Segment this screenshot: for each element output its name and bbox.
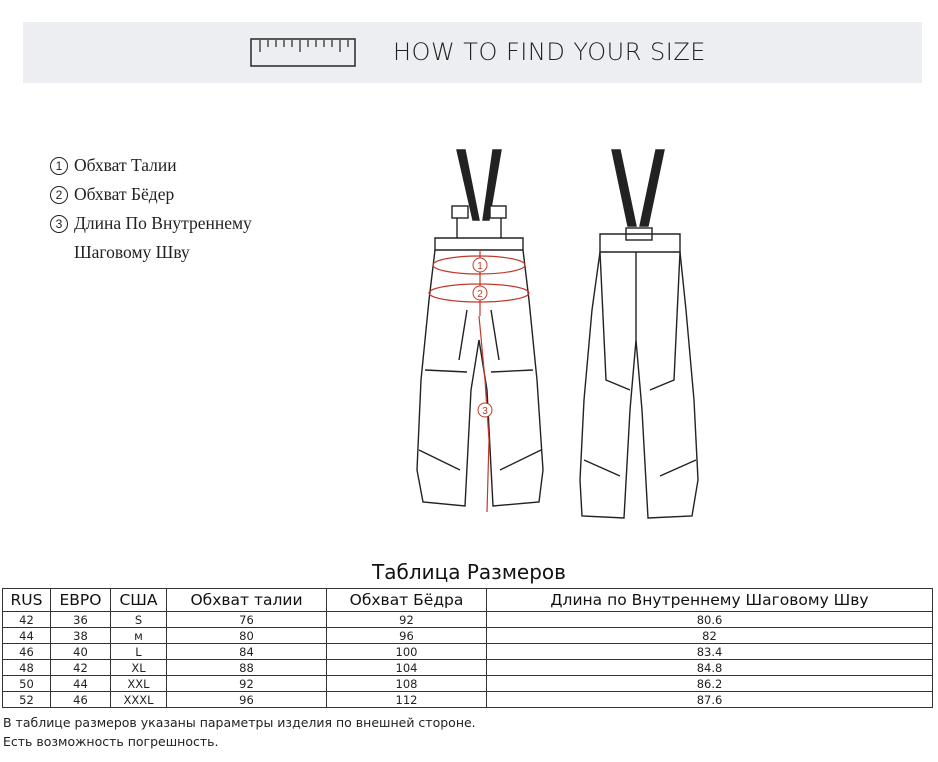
cell-euro: 36 <box>51 612 111 628</box>
cell-hip: 96 <box>327 628 487 644</box>
table-note: Есть возможность погрешность. <box>3 734 219 749</box>
legend-text: Обхват Бёдер <box>74 184 175 204</box>
cell-inseam: 80.6 <box>487 612 933 628</box>
table-row <box>3 692 933 708</box>
cell-euro: 42 <box>51 660 111 676</box>
cell-usa: XL <box>111 660 167 676</box>
legend-number: 2 <box>50 186 68 204</box>
table-title: Таблица Размеров <box>372 560 566 584</box>
cell-hip: 108 <box>327 676 487 692</box>
legend-item <box>50 209 252 238</box>
cell-hip: 100 <box>327 644 487 660</box>
cell-waist: 80 <box>167 628 327 644</box>
legend-item <box>50 151 252 180</box>
cell-usa: S <box>111 612 167 628</box>
col-usa: США <box>111 589 167 612</box>
cell-inseam: 84.8 <box>487 660 933 676</box>
legend-number: 1 <box>50 157 68 175</box>
table-row <box>3 628 933 644</box>
cell-waist: 92 <box>167 676 327 692</box>
cell-waist: 96 <box>167 692 327 708</box>
legend-item <box>50 180 252 209</box>
cell-rus: 46 <box>3 644 51 660</box>
cell-waist: 88 <box>167 660 327 676</box>
legend-text: Длина По Внутреннему <box>74 213 252 233</box>
col-inseam: Длина по Внутреннему Шаговому Шву <box>487 589 933 612</box>
table-row <box>3 612 933 628</box>
size-table <box>2 588 933 708</box>
cell-euro: 38 <box>51 628 111 644</box>
cell-inseam: 83.4 <box>487 644 933 660</box>
ruler-icon <box>250 38 356 68</box>
legend-text-continued: Шаговому Шву <box>74 242 190 262</box>
cell-rus: 52 <box>3 692 51 708</box>
pants-front-diagram <box>405 140 555 525</box>
table-header-row <box>3 589 933 612</box>
cell-rus: 50 <box>3 676 51 692</box>
cell-waist: 76 <box>167 612 327 628</box>
cell-euro: 46 <box>51 692 111 708</box>
cell-usa: L <box>111 644 167 660</box>
pants-back-diagram <box>570 140 710 525</box>
cell-usa: XXXL <box>111 692 167 708</box>
cell-waist: 84 <box>167 644 327 660</box>
cell-usa: XXL <box>111 676 167 692</box>
cell-euro: 40 <box>51 644 111 660</box>
cell-hip: 112 <box>327 692 487 708</box>
cell-hip: 104 <box>327 660 487 676</box>
col-hip: Обхват Бёдра <box>327 589 487 612</box>
table-note: В таблице размеров указаны параметры изделия по внешней стороне. <box>3 715 476 730</box>
cell-euro: 44 <box>51 676 111 692</box>
mark-waist: 1 <box>477 261 483 272</box>
mark-inseam: 3 <box>482 406 488 417</box>
cell-rus: 44 <box>3 628 51 644</box>
cell-usa: м <box>111 628 167 644</box>
cell-inseam: 87.6 <box>487 692 933 708</box>
cell-inseam: 82 <box>487 628 933 644</box>
table-row <box>3 660 933 676</box>
col-rus: RUS <box>3 589 51 612</box>
mark-hip: 2 <box>477 289 483 300</box>
col-euro: ЕВРО <box>51 589 111 612</box>
legend-number: 3 <box>50 215 68 233</box>
cell-rus: 42 <box>3 612 51 628</box>
banner-title: HOW TO FIND YOUR SIZE <box>393 38 706 66</box>
table-row <box>3 644 933 660</box>
legend-text: Обхват Талии <box>74 155 177 175</box>
cell-rus: 48 <box>3 660 51 676</box>
measurement-legend <box>50 151 252 267</box>
table-row <box>3 676 933 692</box>
col-waist: Обхват талии <box>167 589 327 612</box>
cell-inseam: 86.2 <box>487 676 933 692</box>
cell-hip: 92 <box>327 612 487 628</box>
